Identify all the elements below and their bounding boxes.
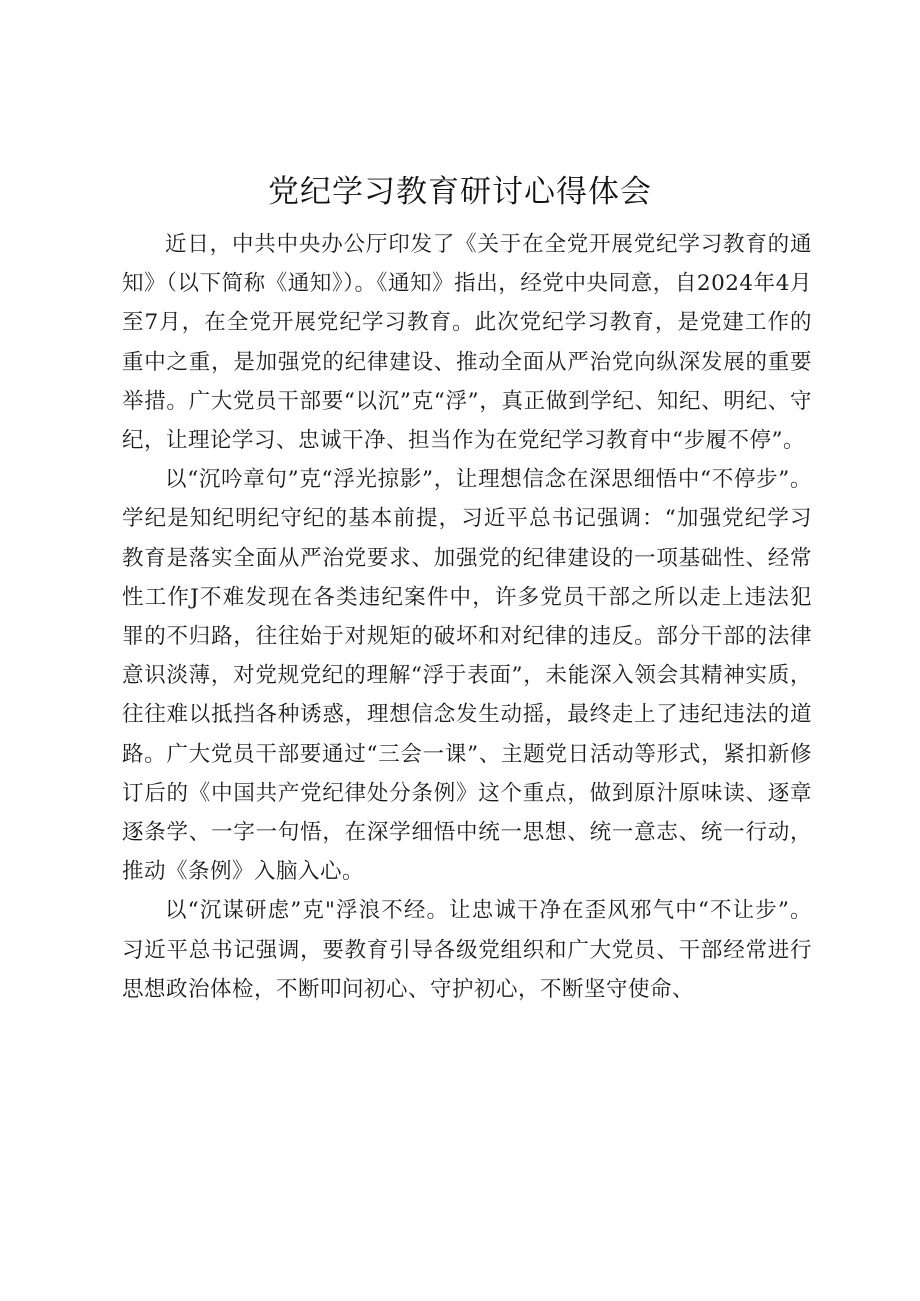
paragraph-3: 以“沉谋研虑”克"浮浪不经。让忠诚干净在歪风邪气中“不让步”。习近平总书记强调，要教育引导各级党组织和广大党员、干部经常进行思想政治体检，不断叩问初心、守护初心，不断坚守使命、 — [122, 898, 812, 1002]
paragraph-2: 以“沉吟章句”克“浮光掠影”，让理想信念在深思细悟中“不停步”。学纪是知纪明纪守纪的基本前提，习近平总书记强调：“加强党纪学习教育是落实全面从严治党要求、加强党的纪律建设的一项基础性、经常性工作J不难发现在各类违纪案件中，许多党员干部之所以走上违法犯罪的不归路，往往始于对规矩的破坏和对纪律的违反。部分干部的法律意识淡薄，对党规党纪的理解“浮于表面”，未能深入领会其精神实质，往往难以抵挡各种诱惑，理想信念发生动摇，最终走上了违纪违法的道路。广大党员干部要通过“三会一课”、主题党日活动等形式，紧扣新修订后的《中国共产党纪律处分条例》这个重点，做到原汁原味读、逐章逐条学、一字一句悟，在深学细悟中统一思想、统一意志、统一行动，推动《条例》入脑入心。 — [122, 467, 812, 885]
document-title: 党纪学习教育研讨心得体会 — [268, 174, 652, 210]
document-body — [122, 225, 812, 1009]
paragraph-1: 近日，中共中央办公厅印发了《关于在全党开展党纪学习教育的通知》（以下简称《通知》）。《通知》指出，经党中央同意，自2024年4月至7月，在全党开展党纪学习教育。此次党纪学习教育，是党建工作的重中之重，是加强党的纪律建设、推动全面从严治党向纵深发展的重要举措。广大党员干部要“以沉”克“浮”，真正做到学纪、知纪、明纪、守纪，让理论学习、忠诚干净、担当作为在党纪学习教育中“步履不停”。 — [122, 232, 812, 454]
